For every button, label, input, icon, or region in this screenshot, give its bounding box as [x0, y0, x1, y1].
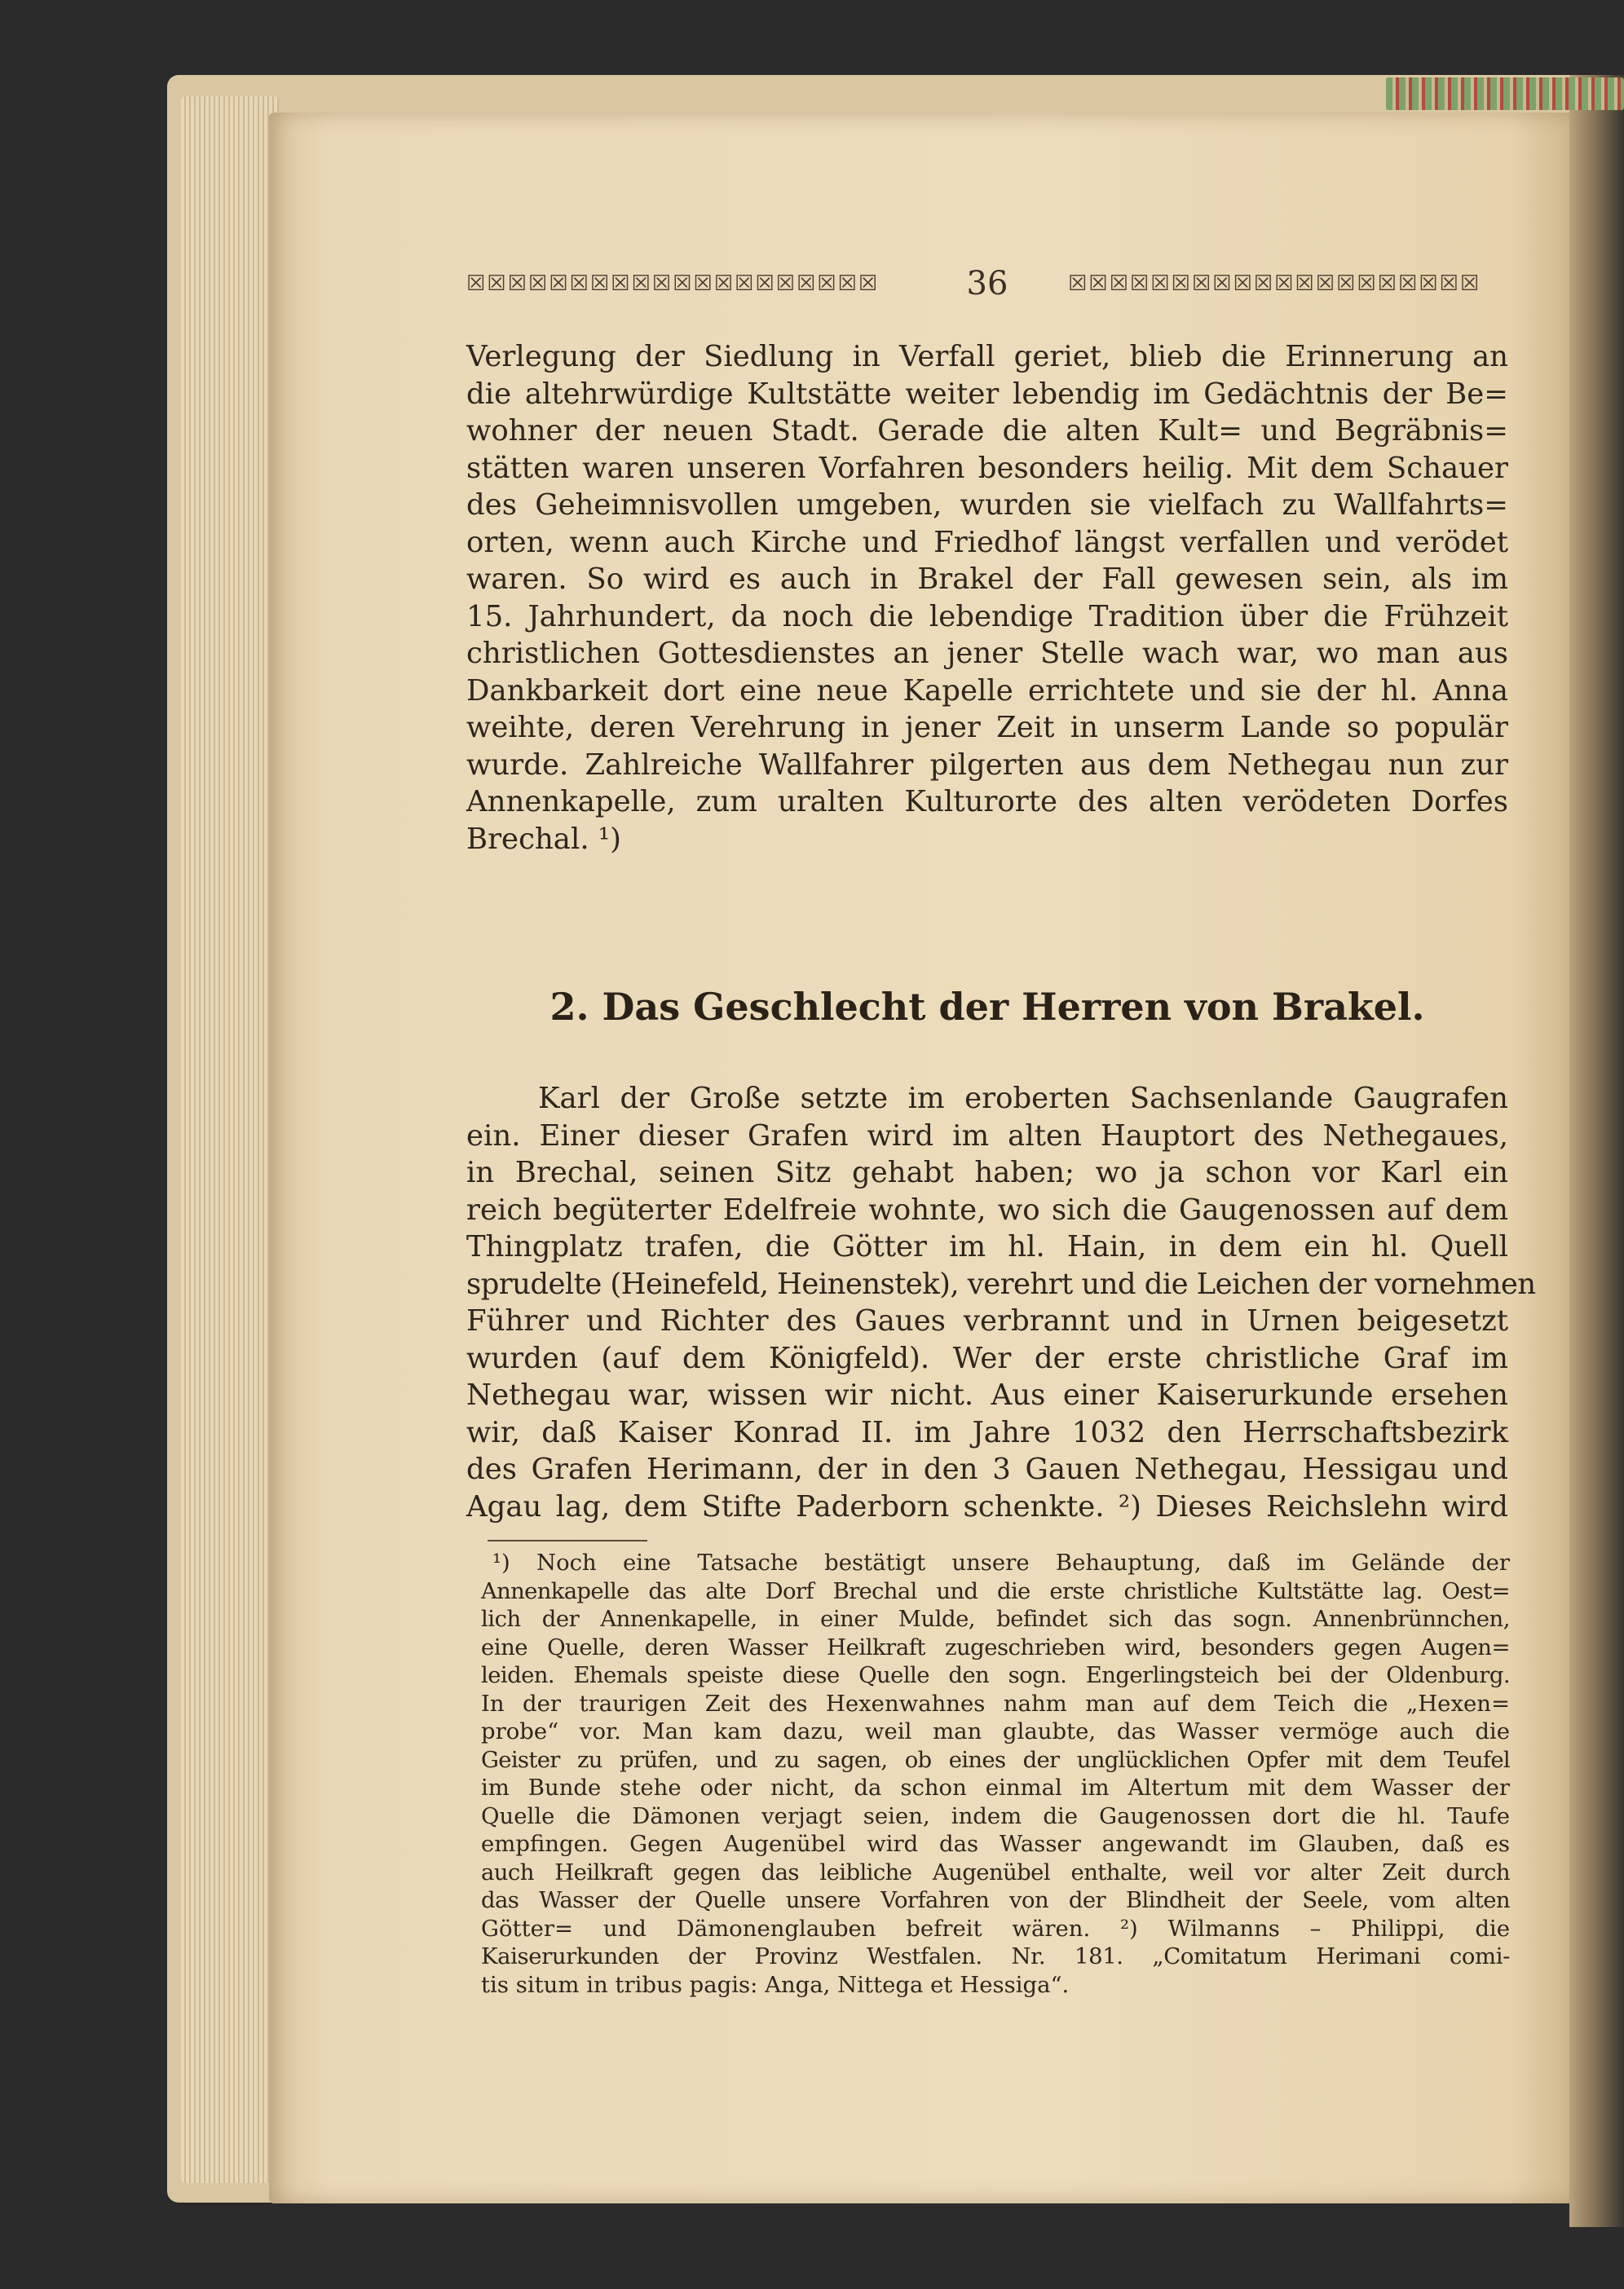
footnote-line: lich der Annenkapelle, in einer Mulde, befindet sich das sogn. Annenbrünnchen, — [481, 1606, 1510, 1632]
footnote-line: leiden. Ehemals speiste diese Quelle den sogn. Engerlingsteich bei der Oldenburg. — [481, 1662, 1510, 1688]
paragraph-2 — [466, 1080, 1536, 1525]
text-line: christlichen Gottesdienstes an jener Stelle wach war, wo man aus — [466, 637, 1508, 670]
footnote-line: Kaiserurkunden der Provinz Westfalen. Nr. 181. „Comitatum Herimani comi- — [481, 1943, 1510, 1969]
page-number: 36 — [966, 265, 1008, 302]
text-line: wurden (auf dem Königfeld). Wer der erste christliche Graf im — [466, 1341, 1508, 1375]
header-ornament-right: ☒☒☒☒☒☒☒☒☒☒☒☒☒☒☒☒☒☒☒☒ — [1068, 271, 1481, 296]
footnote-line: probe“ vor. Man kam dazu, weil man glaubte, das Wasser vermöge auch die — [481, 1718, 1510, 1744]
text-line: des Geheimnisvollen umgeben, wurden sie vielfach zu Wallfahrts= — [466, 488, 1508, 522]
header-ornament-left: ☒☒☒☒☒☒☒☒☒☒☒☒☒☒☒☒☒☒☒☒ — [466, 271, 880, 296]
text-line: Annenkapelle, zum uralten Kulturorte des alten verödeten Dorfes — [466, 785, 1508, 818]
text-line: Führer und Richter des Gaues verbrannt und in Urnen beigesetzt — [466, 1304, 1508, 1338]
footnote-line: In der traurigen Zeit des Hexenwahnes nahm man auf dem Teich die „Hexen= — [481, 1690, 1510, 1717]
text-line: weihte, deren Verehrung in jener Zeit in unserm Lande so populär — [466, 711, 1508, 744]
text-line: 15. Jahrhundert, da noch die lebendige Tradition über die Frühzeit — [466, 599, 1508, 633]
text-line: Brechal. ¹) — [466, 822, 621, 856]
text-line: Verlegung der Siedlung in Verfall geriet, blieb die Erinnerung an — [466, 340, 1508, 373]
footnotes — [481, 1549, 1510, 1999]
text-line: waren. So wird es auch in Brakel der Fall gewesen sein, als im — [466, 562, 1508, 596]
footnote-line: Geister zu prüfen, und zu sagen, ob eines der unglücklichen Opfer mit dem Teufel — [481, 1746, 1510, 1773]
facing-page-edge — [1569, 75, 1624, 2227]
text-line: des Grafen Herimann, der in den 3 Gauen Nethegau, Hessigau und — [466, 1453, 1508, 1486]
text-line: Thingplatz trafen, die Götter im hl. Hain, in dem ein hl. Quell — [466, 1230, 1508, 1264]
running-header — [466, 259, 1508, 308]
footnote-line: eine Quelle, deren Wasser Heilkraft zugeschrieben wird, besonders gegen Augen= — [481, 1634, 1510, 1661]
text-line: wohner der neuen Stadt. Gerade die alten Kult= und Begräbnis= — [466, 414, 1508, 448]
text-line: sprudelte (Heinefeld, Heinenstek), verehrt und die Leichen der vornehmen — [466, 1267, 1536, 1301]
text-line: wurde. Zahlreiche Wallfahrer pilgerten aus dem Nethegau nun zur — [466, 748, 1508, 782]
text-line: Karl der Große setzte im eroberten Sachsenlande Gaugrafen — [538, 1082, 1508, 1115]
text-line: orten, wenn auch Kirche und Friedhof längst verfallen und verödet — [466, 525, 1508, 559]
text-line: Nethegau war, wissen wir nicht. Aus einer Kaiserurkunde ersehen — [466, 1378, 1508, 1412]
text-line: die altehrwürdige Kultstätte weiter lebendig im Gedächtnis der Be= — [466, 377, 1508, 411]
footnote-line: das Wasser der Quelle unsere Vorfahren von der Blindheit der Seele, vom alten — [481, 1887, 1510, 1913]
footnote-divider — [488, 1540, 647, 1541]
text-line: Agau lag, dem Stifte Paderborn schenkte. ²) Dieses Reichslehn wird — [466, 1489, 1508, 1524]
text-line: wir, daß Kaiser Konrad II. im Jahre 1032 den Herrschaftsbezirk — [466, 1415, 1508, 1449]
text-line: reich begüterter Edelfreie wohnte, wo sich die Gaugenossen auf dem — [466, 1193, 1508, 1227]
footnote-line: auch Heilkraft gegen das leibliche Augenübel enthalte, weil vor alter Zeit durch — [481, 1859, 1510, 1885]
bookmark-ribbon — [1386, 77, 1624, 110]
text-line: in Brechal, seinen Sitz gehabt haben; wo ja schon vor Karl ein — [466, 1156, 1508, 1189]
text-line: Dankbarkeit dort eine neue Kapelle errichtete und sie der hl. Anna — [466, 673, 1508, 708]
footnote-line: Quelle die Dämonen verjagt seien, indem die Gaugenossen dort die hl. Taufe — [481, 1802, 1510, 1829]
footnote-line: im Bunde stehe oder nicht, da schon einmal im Altertum mit dem Wasser der — [481, 1775, 1510, 1801]
footnote-line: empfingen. Gegen Augenübel wird das Wasser angewandt im Glauben, daß es — [481, 1831, 1510, 1857]
text-line: stätten waren unseren Vorfahren besonders heilig. Mit dem Schauer — [466, 451, 1508, 485]
text-line: ein. Einer dieser Grafen wird im alten Hauptort des Nethegaues, — [466, 1118, 1508, 1153]
footnote-line: Götter= und Dämonenglauben befreit wären. ²) Wilmanns – Philippi, die — [481, 1915, 1510, 1942]
footnote-line: ¹) Noch eine Tatsache bestätigt unsere Behauptung, daß im Gelände der — [492, 1550, 1510, 1576]
paragraph-1 — [466, 338, 1508, 858]
page-edges — [181, 96, 279, 2183]
footnote-line: tis situm in tribus pagis: Anga, Nittega et Hessiga“. — [481, 1971, 1070, 1998]
section-heading: 2. Das Geschlecht der Herren von Brakel. — [549, 985, 1425, 1029]
footnote-line: Annenkapelle das alte Dorf Brechal und die erste christliche Kultstätte lag. Oest= — [481, 1577, 1510, 1604]
